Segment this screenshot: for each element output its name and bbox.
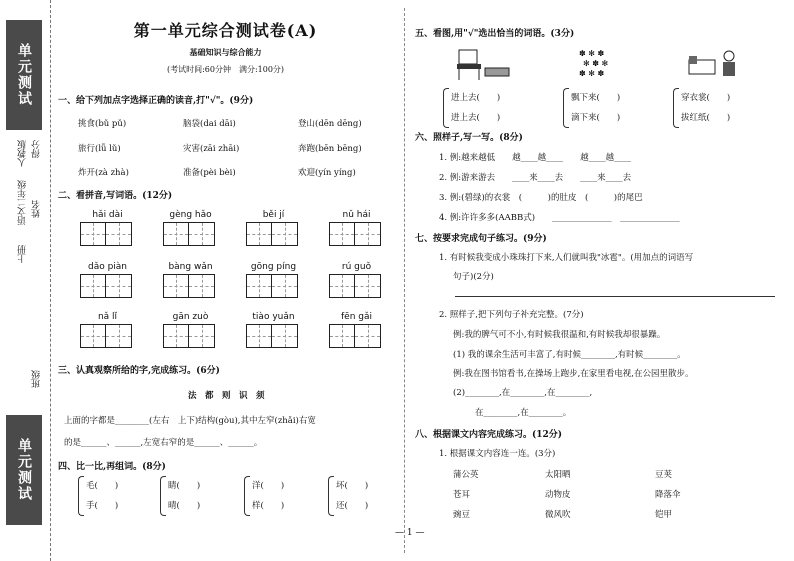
pair-item[interactable]: 晴( ) — [168, 501, 201, 511]
writing-box[interactable] — [246, 274, 272, 298]
choice-item[interactable]: 进上去( ) — [451, 93, 501, 103]
writing-box[interactable] — [329, 222, 355, 246]
spine-class-label: 班级 — [32, 370, 42, 388]
svg-text:✻ ✽ ✻: ✻ ✽ ✻ — [583, 59, 609, 68]
left-column — [58, 0, 393, 561]
choice-item[interactable]: 滴下来( ) — [571, 113, 621, 123]
s7-sentence-2[interactable]: (2)________,在________,在________, — [453, 388, 593, 398]
s7-sentence-3[interactable]: 在________,在________。 — [475, 408, 572, 418]
chair-picture-icon — [453, 46, 513, 82]
s1-item[interactable]: 登山(dēn dēng) — [298, 119, 362, 129]
pinyin-grid-row — [80, 210, 384, 246]
s6-item[interactable]: 2. 例:游来游去 ____来____去 ____来____去 — [439, 173, 632, 183]
section-8-heading: 八、根据课文内容完成练习。(12分) — [415, 430, 563, 440]
section-5-heading: 五、看图,用"√"选出恰当的词语。(3分) — [415, 29, 575, 39]
pinyin-label: hǎi dài — [92, 210, 123, 220]
s7-q1: 1. 有时候我变成小珠珠打下来,人们就叫我"冰雹"。(用加点的词语写 — [439, 253, 694, 263]
s6-item[interactable]: 1. 例:越来越低 越____越____ 越____越____ — [439, 153, 632, 163]
s6-item[interactable]: 3. 例:(碧绿)的衣裳 ( )的肚皮 ( )的尾巴 — [439, 193, 643, 203]
section-1-heading: 一、给下列加点字选择正确的读音,打"√"。(9分) — [58, 96, 254, 106]
compare-pair — [78, 476, 118, 516]
exam-title: 第一单元综合测试卷(A) — [133, 21, 318, 40]
spine-volume: 上册 — [18, 245, 28, 263]
writing-box[interactable] — [329, 274, 355, 298]
svg-text:✽ ✻ ✽: ✽ ✻ ✽ — [579, 49, 605, 58]
writing-box[interactable] — [106, 274, 132, 298]
spine-edition: 人教版 — [18, 140, 28, 167]
pinyin-label: bàng wǎn — [168, 262, 213, 272]
pair-item[interactable]: 毛( ) — [86, 481, 119, 491]
writing-box[interactable] — [106, 324, 132, 348]
s7-q1b: 句子)(2分) — [453, 272, 494, 282]
spine-score-label: 得分 — [32, 140, 42, 158]
s1-item[interactable]: 灾害(zāi zhāi) — [183, 144, 240, 154]
match-item[interactable]: 降落伞 — [655, 490, 681, 500]
pinyin-label: dǎo piàn — [87, 262, 128, 272]
choice-group — [443, 88, 500, 128]
writing-box[interactable] — [163, 324, 189, 348]
s7-sentence-1[interactable]: (1) 我的课余生活可丰富了,有时候________,有时候________。 — [453, 350, 686, 360]
pinyin-label: tiào yuǎn — [252, 312, 295, 322]
match-item[interactable]: 动物皮 — [545, 490, 571, 500]
s7-example-2: 例:我在图书馆看书,在操场上跑步,在家里看电视,在公园里散步。 — [453, 369, 694, 379]
pinyin-grid-row — [80, 262, 384, 298]
exam-subtitle: 基础知识与综合能力 — [189, 47, 262, 57]
match-item[interactable]: 铠甲 — [655, 510, 673, 520]
choice-item[interactable]: 拔红纸( ) — [681, 113, 731, 123]
choice-item[interactable]: 穿衣裳( ) — [681, 93, 731, 103]
compare-pair — [328, 476, 368, 516]
spine-grade: 语文二年级 — [18, 180, 28, 225]
match-item[interactable]: 微风吹 — [545, 510, 571, 520]
writing-box[interactable] — [272, 222, 298, 246]
writing-box[interactable] — [163, 274, 189, 298]
writing-box[interactable] — [355, 324, 381, 348]
section-6-heading: 六、照样子,写一写。(8分) — [415, 133, 523, 143]
pinyin-label: gōng píng — [250, 262, 297, 272]
writing-box[interactable] — [106, 222, 132, 246]
svg-text:✽ ✻ ✽: ✽ ✻ ✽ — [579, 69, 605, 78]
section-2-heading: 二、看拼音,写词语。(12分) — [58, 191, 173, 201]
answer-line[interactable] — [455, 296, 775, 297]
match-item[interactable]: 苍耳 — [453, 490, 471, 500]
choice-item[interactable]: 进上去( ) — [451, 113, 501, 123]
writing-box[interactable] — [163, 222, 189, 246]
match-item[interactable]: 豆荚 — [655, 470, 673, 480]
pinyin-label: gèng hǎo — [169, 210, 212, 220]
pair-item[interactable]: 还( ) — [336, 501, 369, 511]
writing-box[interactable] — [80, 222, 106, 246]
writing-box[interactable] — [355, 222, 381, 246]
pair-item[interactable]: 洋( ) — [252, 481, 285, 491]
writing-box[interactable] — [272, 324, 298, 348]
pinyin-label: nǔ hái — [342, 210, 371, 220]
writing-box[interactable] — [355, 274, 381, 298]
pair-item[interactable]: 睛( ) — [168, 481, 201, 491]
compare-pair — [160, 476, 200, 516]
s1-item[interactable]: 奔跑(bēn bēng) — [298, 144, 362, 154]
binding-spine — [0, 0, 51, 561]
right-column — [415, 0, 785, 561]
s7-q2: 2. 照样子,把下列句子补充完整。(7分) — [439, 310, 584, 320]
pinyin-label: běi jí — [262, 210, 285, 220]
pair-item[interactable]: 坏( ) — [336, 481, 369, 491]
s1-item[interactable]: 准备(pèi bèi) — [183, 168, 236, 178]
match-item[interactable]: 豌豆 — [453, 510, 471, 520]
pinyin-label: nǎ lǐ — [97, 312, 118, 322]
s6-item[interactable]: 4. 例:许许多多(AABB式) ______________ ______________ — [439, 213, 680, 223]
s1-item[interactable]: 炸开(zà zhà) — [78, 168, 129, 178]
pinyin-label: gān zuò — [172, 312, 209, 322]
s8-q1: 1. 根据课文内容连一连。(3分) — [439, 449, 556, 459]
writing-box[interactable] — [272, 274, 298, 298]
writing-box[interactable] — [246, 222, 272, 246]
column-divider — [404, 8, 405, 553]
writing-box[interactable] — [329, 324, 355, 348]
child-bed-picture-icon — [685, 46, 745, 82]
section-4-heading: 四、比一比,再组词。(8分) — [58, 462, 166, 472]
spine-top-label: 单元测试 — [6, 20, 42, 130]
pinyin-grid-row — [80, 312, 384, 348]
writing-box[interactable] — [80, 324, 106, 348]
s3-line1: 上面的字都是________(左右 上下)结构(gòu),其中左窄(zhǎi)右宽 — [64, 416, 316, 426]
pair-item[interactable]: 样( ) — [252, 501, 285, 511]
match-item[interactable]: 蒲公英 — [453, 470, 479, 480]
s3-chars: 法 都 则 识 须 — [188, 391, 265, 401]
s1-item[interactable]: 挑食(bǔ pǔ) — [78, 119, 127, 129]
writing-box[interactable] — [189, 324, 215, 348]
s3-line2: 的是______、______,左宽右窄的是______、______。 — [64, 438, 263, 448]
pinyin-label: rú guǒ — [341, 262, 372, 272]
writing-box[interactable] — [189, 274, 215, 298]
pinyin-label: fēn gǎi — [341, 312, 372, 322]
pair-item[interactable]: 手( ) — [86, 501, 119, 511]
page-number: — 1 — — [395, 528, 425, 538]
s7-example: 例:我的脾气可不小,有时候我很温和,有时候我却很暴躁。 — [453, 330, 666, 340]
compare-pair — [244, 476, 284, 516]
writing-box[interactable] — [80, 274, 106, 298]
choice-group — [563, 88, 620, 128]
choice-group — [673, 88, 730, 128]
snow-picture-icon — [575, 46, 625, 82]
s1-item[interactable]: 旅行(lǚ lǔ) — [78, 144, 121, 154]
match-item[interactable]: 太阳晒 — [545, 470, 571, 480]
spine-bottom-label: 单元测试 — [6, 415, 42, 525]
writing-box[interactable] — [189, 222, 215, 246]
writing-box[interactable] — [246, 324, 272, 348]
section-7-heading: 七、按要求完成句子练习。(9分) — [415, 234, 547, 244]
section-3-heading: 三、认真观察所给的字,完成练习。(6分) — [58, 366, 220, 376]
choice-item[interactable]: 飘下来( ) — [571, 93, 621, 103]
exam-info: (考试时间:60分钟 满分:100分) — [166, 65, 285, 74]
s1-item[interactable]: 欢迎(yín yíng) — [298, 168, 356, 178]
s1-item[interactable]: 脑袋(dai dāi) — [183, 119, 236, 129]
spine-name-label: 姓名 — [32, 200, 42, 218]
